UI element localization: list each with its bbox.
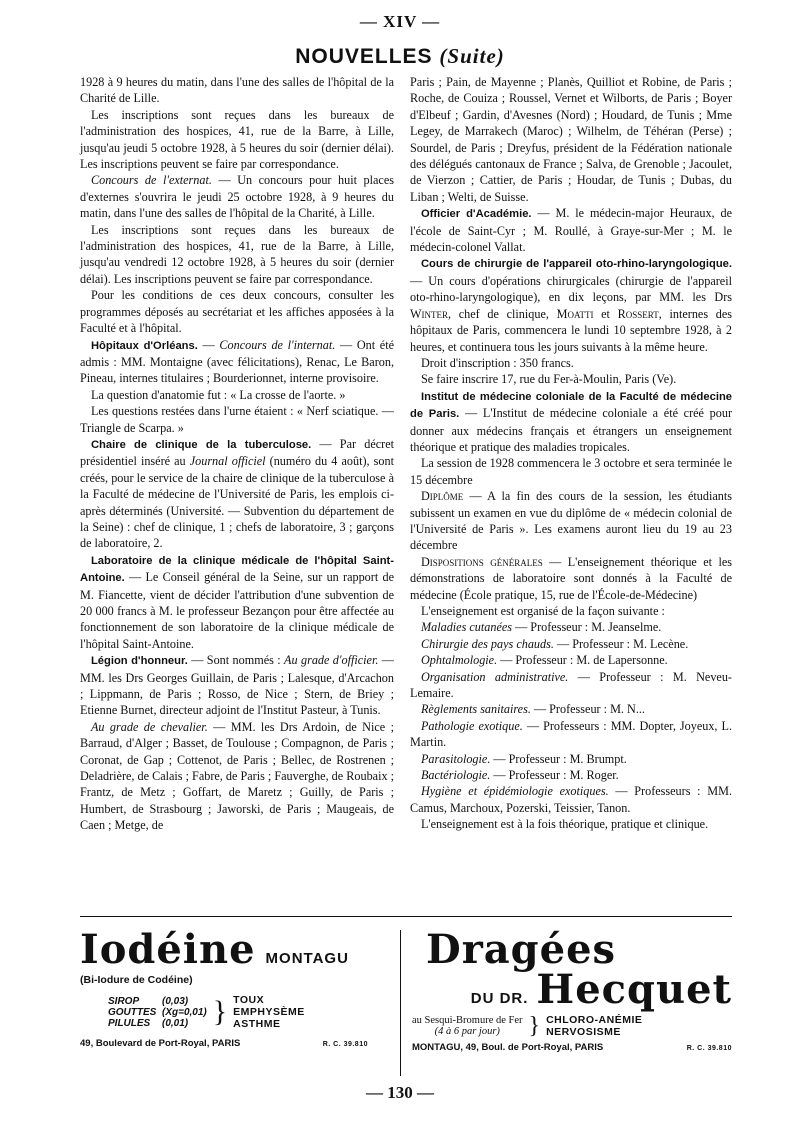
text: — Un concours pour huit places d'externes s'ouvrira le jeudi 25 octobre 1928, à 9 heures du matin, dans l'une des salles de l'hôpital de la Charité, à Lille. [80,173,394,221]
ad-brand-name: Hecquet [536,966,732,1013]
course-name: Ophtalmologie. [420,653,498,668]
course-professor: — Professeurs : MM. Camus, Marchoux, Pozerski, Teissier, Tanon. [410,784,732,815]
symptom-item: NERVOSISME [546,1026,621,1038]
ad-subtitle: (Bi-Iodure de Codéine) [80,974,193,986]
text: — Ont été admis : MM. Montaigne (avec félicitations), Renac, Le Baron, Pineau, internes titulaires ; Bourderionnet, interne provisoire. [80,337,394,386]
heading: Officier d'Académie. [420,208,532,221]
left-column [80,74,394,834]
course-item [410,636,732,652]
course-name: Chirurgie des pays chauds. [420,636,554,651]
text: — Le Conseil général de la Seine, sur un rapport de M. Fiancette, vient de décider l'attribution d'une subvention de 20 000 francs à M. le professeur Bezançon pour être affectée au fonctionnement de son laboratoire de la clinique médicale de l'hôpital Saint-Antoine. [80,570,394,651]
ad-address: MONTAGU, 49, Boul. de Port-Royal, PARIS [412,1042,604,1053]
text: — A la fin des cours de la session, les étudiants subissent un examen en vue du diplôme de « médecin colonial de l'Université de Paris ». Les examens auront lieu du 19 au 23 décembre [410,489,732,553]
dose-form: PILULES [108,1017,151,1029]
emphasis: Concours de l'externat. [90,173,212,188]
dose-row [108,1018,207,1029]
emphasis: Au grade de chevalier. [90,719,208,734]
paragraph [80,436,394,552]
course-professor: — Professeur : M. Neveu-Lemaire. [410,669,732,701]
paragraph: Droit d'inscription : 350 francs. [420,355,574,370]
paragraph: Se faire inscrire 17, rue du Fer-à-Moulin, Paris (Ve). [420,372,677,387]
advertisement-iodeine [80,928,390,1049]
ad-dosage: (4 à 6 par jour) [434,1026,500,1037]
course-name: Parasitologie. [420,751,491,766]
paragraph: 1928 à 9 heures du matin, dans l'une des salles de l'hôpital de la Charité de Lille. [80,75,394,106]
ad-registration: R. C. 39.810 [322,1041,368,1048]
course-name: Bactériologie. [420,768,491,783]
paragraph [80,552,394,652]
course-item [410,718,732,751]
paragraph: L'enseignement est à la fois théorique, pratique et clinique. [420,817,709,832]
symptom-item: CHLORO-ANÉMIE [546,1014,643,1026]
heading: Institut de médecine coloniale de la Faculté de médecine de Paris. [410,390,732,421]
text: — L'enseignement théorique et les démonstrations de laboratoire sont donnés à la Faculté de médecine (École pratique, 15, rue de l'École-de-Médecine) [410,554,732,602]
emphasis: Journal officiel [189,454,266,469]
text: — MM. les Drs Georges Guillain, de Paris ; Lalesque, d'Arcachon ; Lippmann, de Paris ; Rosso, de Nice ; Stern, de Briey ; Etienne Burnet, directeur adjoint de l'Institut Pasteur, à Tunis. [80,653,394,718]
paragraph: L'enseignement est organisé de la façon suivante : [420,604,665,618]
paragraph: Les inscriptions sont reçues dans les bureaux de l'administration des hospices, 41, rue de la Barre, à Lille, jusqu'au jeudi 5 octobre 1928, à 5 heures du soir (dernier délai). Les inscriptions peuvent se faire par correspondance. [80,107,394,172]
course-item [410,783,732,816]
ad-brand-prefix: DU DR. [470,990,529,1007]
paragraph [410,205,732,255]
paragraph: Pour les conditions de ces deux concours, consulter les programmes déposés au secrétariat et les affiches apposées à la Faculté et à l'hôpital. [80,288,394,336]
ad-brand: Iodéine [80,926,256,973]
text: , internes des hôpitaux de Paris, commencera le lundi 10 septembre 1928, à 2 heures, et continuera tous les jours suivants à la même heure. [410,306,733,354]
dose-amount: (Xg=0,01) [162,1006,207,1018]
paragraph [410,255,732,354]
course-professor: — Professeur : M. de Lapersonne. [497,653,668,668]
title-text: NOUVELLES [295,45,433,68]
section-title [0,44,800,69]
subheading: Dispositions générales [420,554,543,569]
course-name: Maladies cutanées [420,620,513,635]
course-name: Hygiène et épidémiologie exotiques. [420,784,609,799]
text: — [197,337,220,352]
text: — Un cours d'opérations chirurgicales (chirurgie de l'appareil oto-rhino-laryngologique), en dix leçons, par MM. les Drs [410,273,732,305]
name-small-caps: Moatti [556,306,594,321]
heading: Cours de chirurgie de l'appareil oto-rhino-laryngologique. [420,258,732,271]
paragraph [410,388,732,456]
symptom-list [233,994,305,1030]
course-item [410,619,732,635]
ad-divider [400,930,401,1076]
dose-amount: (0,03) [162,995,189,1007]
paragraph [410,488,732,554]
brace-icon: } [212,995,228,1028]
ad-address: 49, Boulevard de Port-Royal, PARIS [80,1038,241,1049]
paragraph: Les questions restées dans l'urne étaient : « Nerf sciatique. — Triangle de Scarpa. » [80,404,394,435]
emphasis: Concours de l'internat. [219,337,336,352]
ad-brand-top: Dragées [426,926,617,973]
course-professor: — Professeurs : MM. Dopter, Joyeux, L. Martin. [410,718,732,750]
heading: Légion d'honneur. [90,655,188,668]
course-item [410,751,732,767]
text: — L'Institut de médecine coloniale a été créé pour donner aux médecins français et étrangers un enseignement théorique et pratique des maladies tropicales. [410,406,733,454]
text: — MM. les Drs Ardoin, de Nice ; Barraud, d'Alger ; Basset, de Toulouse ; Compagnon, de Paris ; Coronat, de Gap ; Cottenot, de Paris ; Bellec, de Rostrenen ; Deladrière, de Calais ; Fabre, de Paris ; Fauverghe, de Roubaix ; Frantz, de Metz ; Goffart, de Maretz ; Guilly, de Paris ; Humbert, de Strasbourg ; Jaworski, de Paris ; Maugeais, de Caen ; Metge, de [80,719,394,833]
paragraph: La session de 1928 commencera le 3 octobre et sera terminée le 15 décembre [410,456,732,487]
heading: Laboratoire de la clinique médicale de l'hôpital Saint-Antoine. [80,554,394,585]
text: et [593,306,618,321]
dose-row [108,1007,207,1018]
text: — Sont nommés : [187,653,285,668]
ad-registration: R. C. 39.810 [686,1045,732,1052]
course-list [410,619,732,816]
symptom-item: EMPHYSÈME [233,1006,305,1018]
text: — Par décret présidentiel inséré au [80,436,395,469]
text: , chef de clinique, [448,306,557,321]
paragraph [80,337,394,387]
course-name: Organisation administrative. [420,669,569,684]
course-professor: — Professeur : M. Brumpt. [490,751,627,766]
heading: Hôpitaux d'Orléans. [90,339,198,352]
ad-maker: MONTAGU [265,950,349,967]
page-number: — 130 — [366,1083,434,1102]
course-name: Règlements sanitaires. [420,702,531,717]
dose-form: SIROP [108,995,140,1007]
name-small-caps: Rossert [617,306,659,321]
course-name: Pathologie exotique. [420,718,523,733]
dose-form: GOUTTES [108,1006,157,1018]
paragraph [80,652,394,719]
symptom-item: ASTHME [233,1018,281,1030]
course-item [410,669,732,702]
title-suffix: (Suite) [439,44,505,68]
paragraph: La question d'anatomie fut : « La crosse de l'aorte. » [90,387,346,402]
roman-page-number: — XIV — [359,12,441,31]
paragraph [80,719,394,834]
course-professor: — Professeur : M. Lecène. [553,636,689,651]
symptom-item: TOUX [233,994,265,1006]
dose-row [108,996,207,1007]
emphasis: Au grade d'officier. [284,653,379,668]
brace-icon: } [528,1013,541,1039]
symptom-list [546,1014,642,1038]
course-item [410,767,732,783]
right-column [410,74,732,833]
subheading: Diplôme [420,489,464,504]
course-item [410,652,732,668]
name-small-caps: Winter [410,306,448,321]
course-professor: — Professeur : M. Roger. [490,768,619,783]
course-professor: — Professeur : M. Jeanselme. [512,620,662,635]
dose-list [108,996,207,1029]
text: (numéro du 4 août), sont créés, pour le service de la chaire de clinique de la tuberculose à la Faculté de médecine de l'Université de Paris, les emplois ci-après déterminés (Université. — Subvention du département de la Seine) : chef de clinique, 1 ; chefs de laboratoire, 3 ; garçons de laboratoire, 2. [80,454,394,551]
ad-separator-line [80,916,732,917]
dose-amount: (0,01) [162,1017,189,1029]
advertisement-dragees [412,928,732,1053]
course-item [410,701,732,717]
paragraph [410,554,732,603]
text: — M. le médecin-major Heuraux, de l'école de Saint-Cyr ; M. Roullé, à Graye-sur-Mer ; M. le médecin-colonel Vallat. [410,206,732,255]
heading: Chaire de clinique de la tuberculose. [90,438,312,451]
ad-description: au Sesqui-Bromure de Fer [412,1015,523,1026]
paragraph [80,172,394,221]
paragraph: Paris ; Pain, de Mayenne ; Planès, Quilliot et Robine, de Paris ; Roche, de Couiza ; Roussel, Vernet et Wilborts, de Paris ; Boyer d'Elbeuf ; Gardin, d'Avesnes (Nord) ; Houdard, de Tunis ; Mme Legey, de Marrakech (Maroc) ; Wilhelm, de Téhéran (Perse) ; Sourdel, de Paris ; Dreyfus, président de la Fédération nationale des délégués cantonaux de France ; Salva, de Grenoble ; Jacoulet, de Vierzon ; Cattier, de Paris ; Houdar, de Tunis ; Dubas, du Liban ; Welti, de Suisse. [410,75,732,204]
course-professor: — Professeur : M. N... [530,702,645,717]
paragraph: Les inscriptions sont reçues dans les bureaux de l'administration des hospices, 41, rue de la Barre, à Lille, jusqu'au vendredi 12 octobre 1928, à 5 heures du soir (dernier délai). Les inscriptions peuvent se faire par correspondance. [80,222,394,286]
